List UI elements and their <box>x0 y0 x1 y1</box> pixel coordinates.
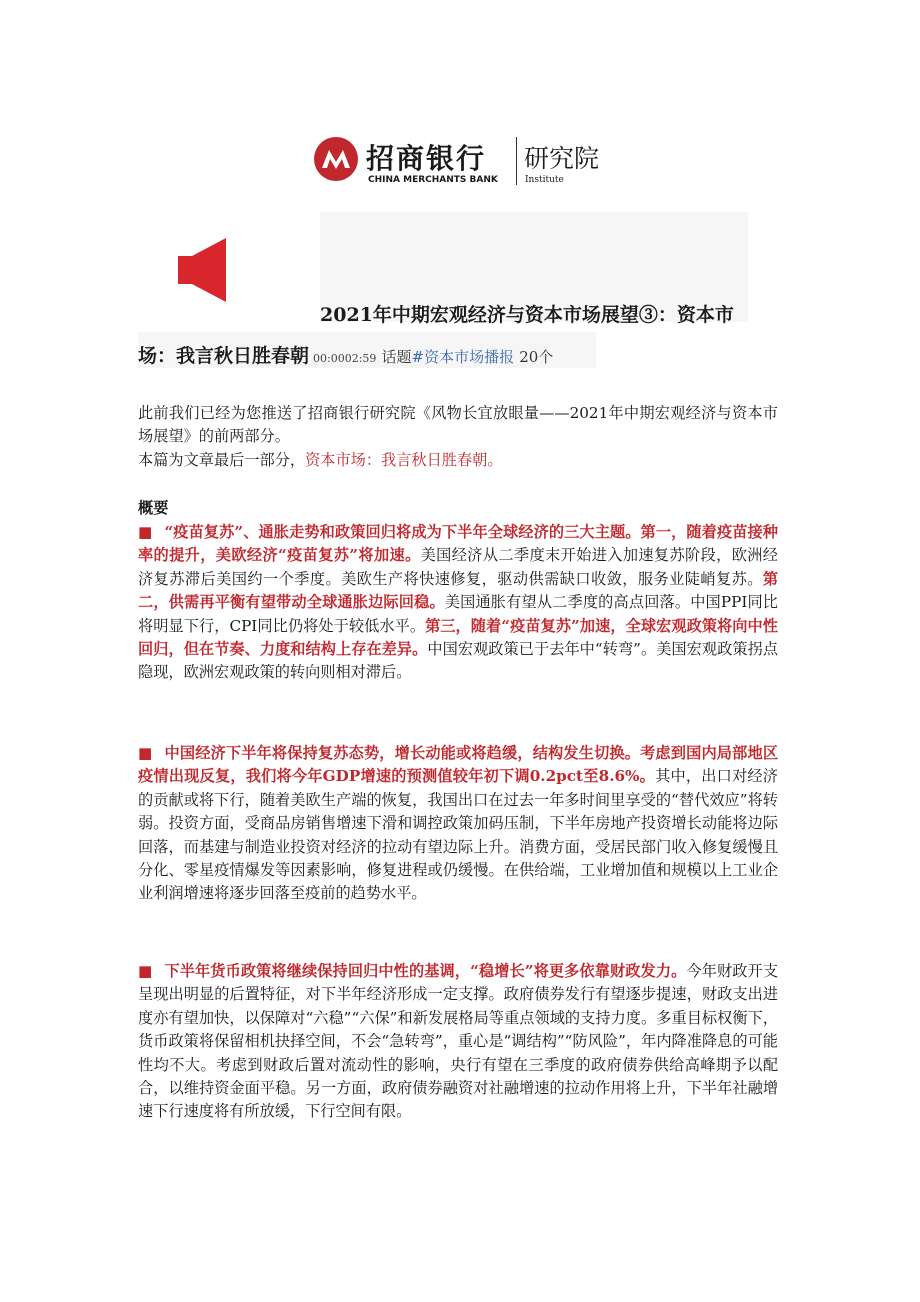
audio-duration: 00:0002:59 <box>313 352 377 365</box>
logo-institute-cn: 研究院 <box>524 144 600 173</box>
intro-line2-prefix: 本篇为文章最后一部分， <box>138 450 306 469</box>
bullet-square-icon: ■ <box>138 744 153 762</box>
audio-title-line1: 2021年中期宏观经济与资本市场展望③：资本市 <box>320 304 734 326</box>
topic-label: 话题 <box>381 348 412 366</box>
p1-highlight-1: “疫苗复苏”、通胀走势和政策回归将成为下半年全球经济的三大主题。第一，随着疫苗接种率的提升，美欧经济“疫苗复苏”将加速。 <box>138 523 778 565</box>
summary-paragraph-1 <box>138 521 778 685</box>
paragraph-2-text <box>138 742 778 906</box>
bullet-square-icon: ■ <box>138 523 153 541</box>
summary-heading: 概要 <box>138 499 169 517</box>
p1-text-1: 美国经济从二季度末开始进入加速复苏阶段，欧洲经济复苏滞后美国约一个季度。美欧生产将快速修复，驱动供需缺口收敛，服务业陡峭复苏。 <box>138 546 778 588</box>
logo-bank-name-cn: 招商银行 <box>366 142 487 175</box>
cmb-institute-logo <box>312 133 612 189</box>
audio-title-line2-row <box>138 341 553 368</box>
bullet-square-icon: ■ <box>138 962 153 980</box>
p3-text-1: 今年财政开支呈现出明显的后置特征，对下半年经济形成一定支撑。政府债券发行有望逐步提速，财政支出进度亦有望加快，以保障对“六稳”“六保”和新发展格局等重点领域的支持力度。多重目标权衡下，货币政策将保留相机抉择空间，不会“急转弯”，重心是“调结构”“防风险”，年内降准降息的可能性均不大。考虑到财政后置对流动性的影响，央行有望在三季度的政府债券供给高峰期予以配合，以维持资金面平稳。另一方面，政府债券融资对社融增速的拉动作用将上升，下半年社融增速下行速度将有所放缓，下行空间有限。 <box>138 962 778 1121</box>
intro-line2-highlight: 资本市场：我言秋日胜春朝。 <box>305 450 503 469</box>
summary-paragraph-3 <box>138 960 778 1124</box>
p1-text-3: 中国宏观政策已于去年中“转弯”。美国宏观政策拐点隐现，欧洲宏观政策的转向则相对滞后。 <box>138 640 779 682</box>
p1-text-2: 美国通胀有望从二季度的高点回落。中国PPI同比将明显下行，CPI同比仍将处于较低水平。 <box>138 593 778 635</box>
p2-text-1: 其中，出口对经济的贡献或将下行，随着美欧生产端的恢复，我国出口在过去一年多时间里享受的“替代效应”将转弱。投资方面，受商品房销售增速下滑和调控政策加码压制，下半年房地产投资增长动能将边际回落，而基建与制造业投资对经济的拉动有望边际上升。消费方面，受居民部门收入修复缓慢且分化、零星疫情爆发等因素影响，修复进程或仍缓慢。在供给端，工业增加值和规模以上工业企业利润增速将逐步回落至疫前的趋势水平。 <box>138 767 778 903</box>
cmb-emblem-icon <box>312 135 360 183</box>
summary-paragraph-2 <box>138 742 778 906</box>
intro-line2 <box>138 449 778 472</box>
logo-divider <box>516 137 517 185</box>
p2-highlight-1: 中国经济下半年将保持复苏态势，增长动能或将趋缓，结构发生切换。考虑到国内局部地区疫情出现反复，我们将今年GDP增速的预测值较年初下调0.2pct至8.6%。 <box>138 744 779 786</box>
paragraph-1-text <box>138 521 778 685</box>
p3-highlight-1: 下半年货币政策将继续保持回归中性的基调，“稳增长”将更多依靠财政发力。 <box>164 962 687 980</box>
logo-bank-name-en: CHINA MERCHANTS BANK <box>368 175 498 185</box>
topic-tag-link[interactable]: #资本市场播报 <box>411 348 515 366</box>
logo-institute-en: Institute <box>525 175 564 185</box>
audio-title-line2: 场：我言秋日胜春朝 <box>138 345 310 367</box>
summary-heading-block <box>138 497 778 520</box>
speaker-icon[interactable] <box>178 238 226 302</box>
paragraph-3-text <box>138 960 778 1124</box>
p1-highlight-3: 第三，随着“疫苗复苏”加速，全球宏观政策将向中性回归，但在节奏、力度和结构上存在差异。 <box>138 616 778 659</box>
p1-highlight-2: 第二，供需再平衡有望带动全球通胀边际回稳。 <box>138 569 778 612</box>
intro-line1: 此前我们已经为您推送了招商银行研究院《风物长宜放眼量——2021年中期宏观经济与资本市场展望》的前两部分。 <box>138 404 778 446</box>
intro-section <box>138 402 778 472</box>
topic-count: 20个 <box>519 348 554 366</box>
